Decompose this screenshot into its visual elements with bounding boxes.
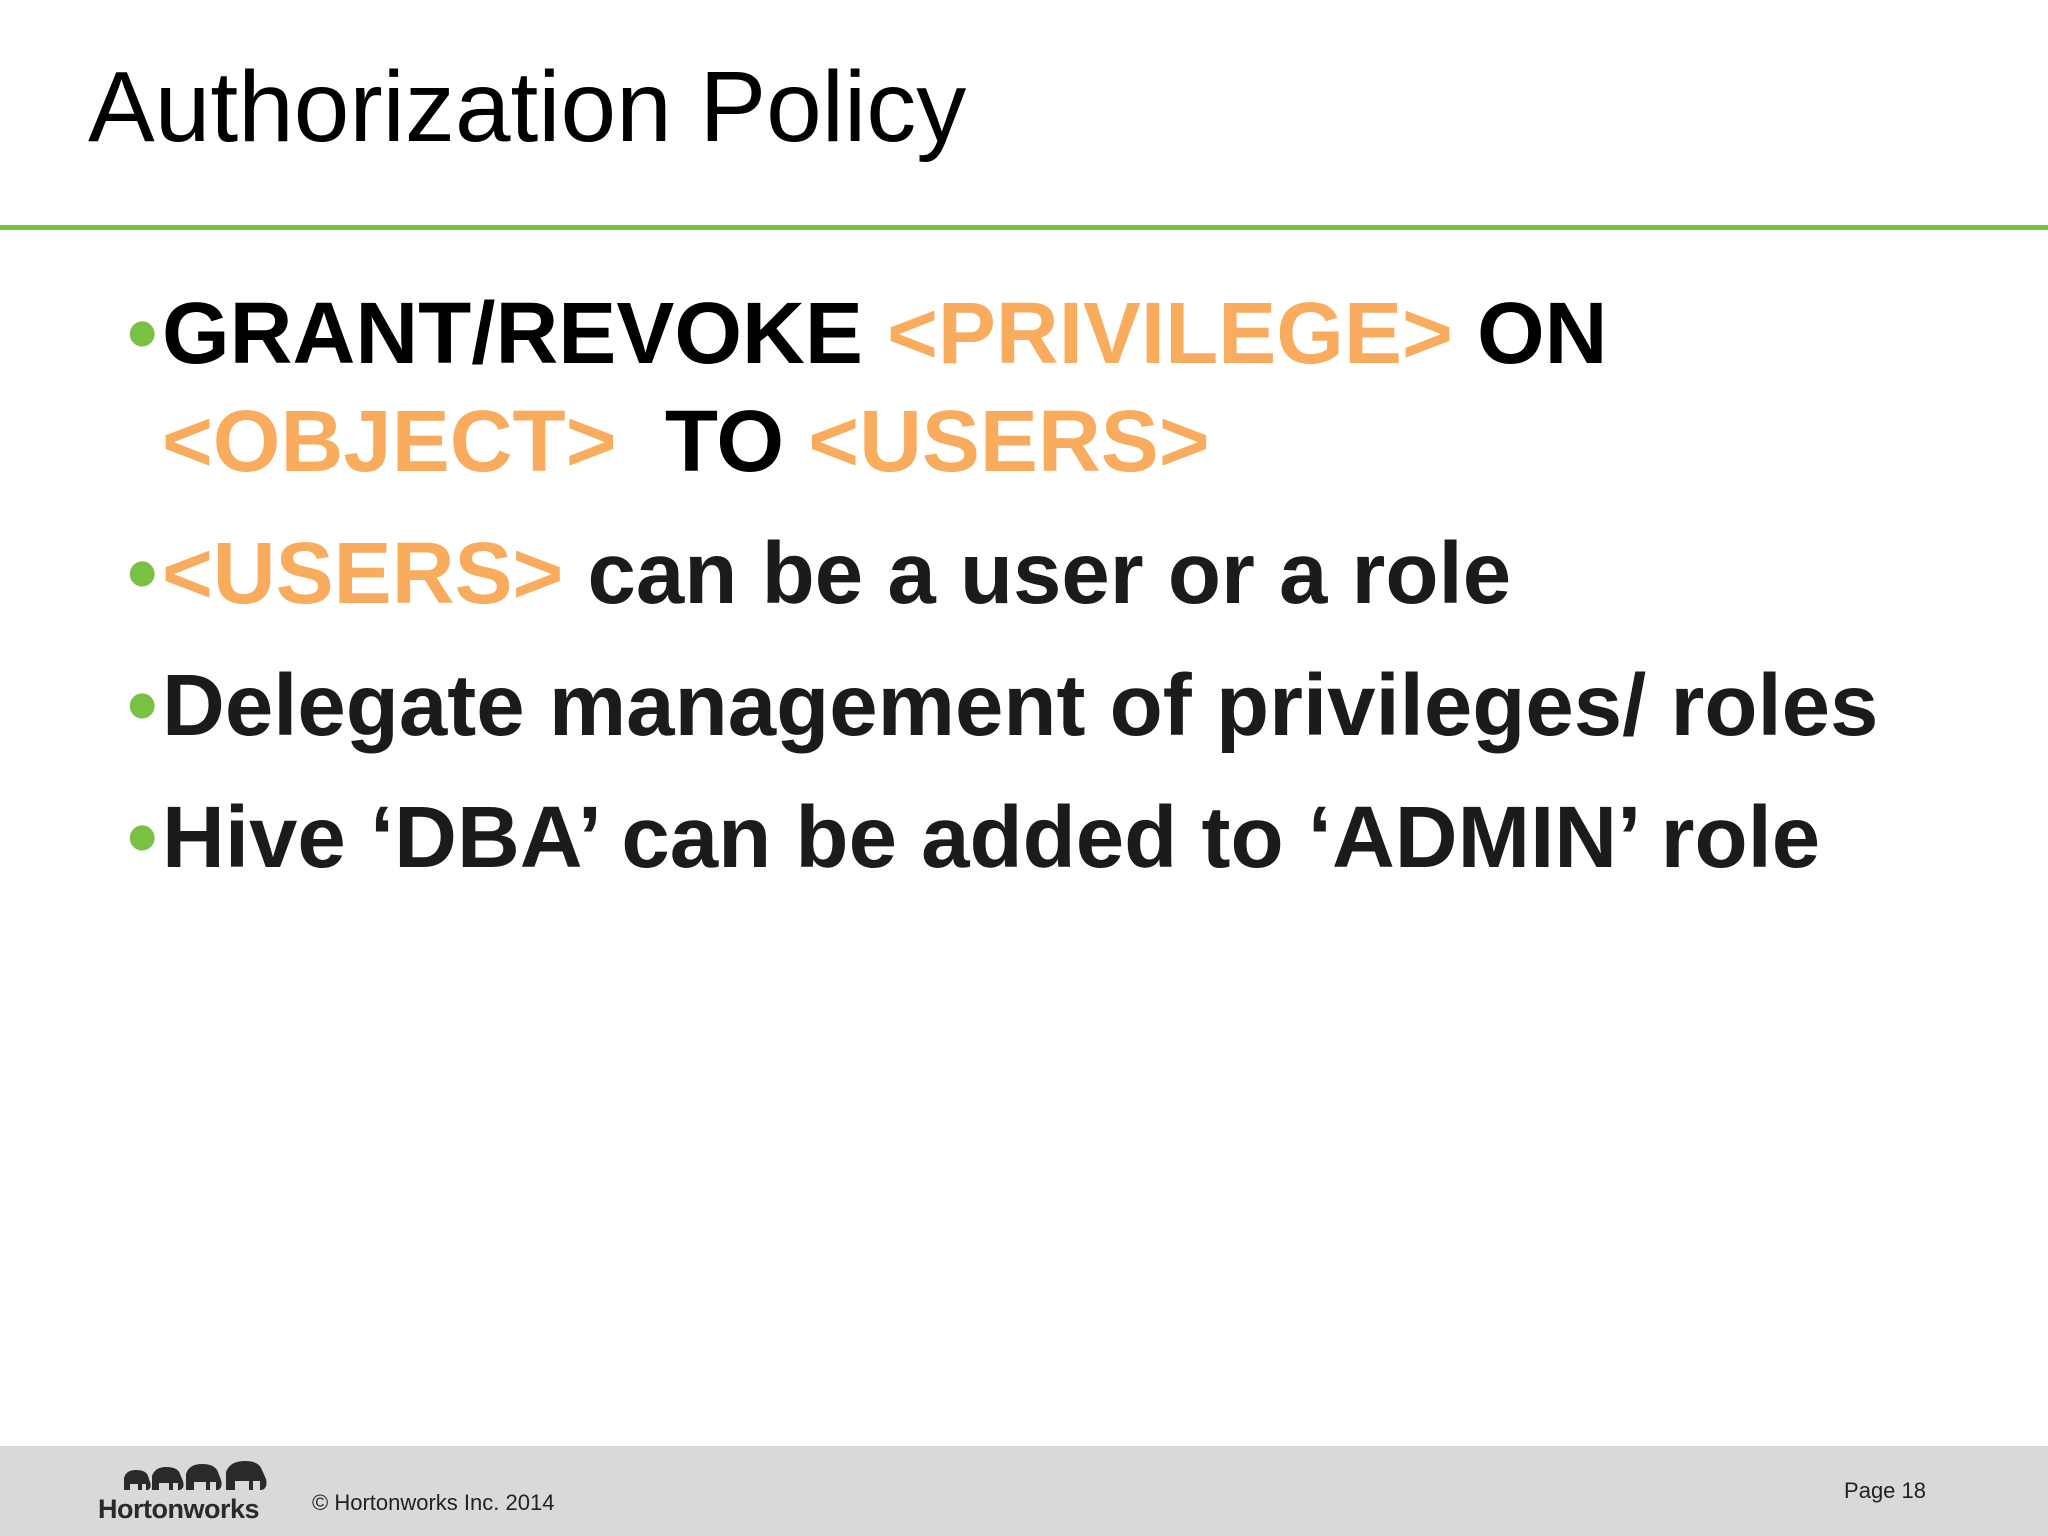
bullet-dot-icon: • [127,525,158,622]
bullet-dot-icon: • [127,657,158,754]
bullet-text-segment: ON [1452,285,1608,382]
bullet-text-segment: can be a user or a role [563,525,1512,622]
bullet-item-hive-dba [125,784,1965,892]
bullet-item-grant-revoke [125,280,1965,496]
logo-wordmark: Hortonworks [98,1494,260,1524]
page-number: Page 18 [1844,1478,1926,1503]
bullet-highlight-segment: <PRIVILEGE> [887,285,1453,382]
hortonworks-logo [98,1460,268,1530]
bullet-item-users [125,520,1965,628]
copyright-text: © Hortonworks Inc. 2014 [312,1490,555,1515]
title-divider [0,225,2048,230]
bullet-highlight-segment: <OBJECT> [162,393,617,490]
slide-title: Authorization Policy [88,51,967,163]
bullet-highlight-segment: <USERS> [162,525,564,622]
slide-footer [0,1446,2048,1536]
bullet-text-segment: GRANT/REVOKE [162,285,888,382]
bullet-text-segment: Hive ‘DBA’ can be added to ‘ADMIN’ role [162,789,1821,886]
bullet-dot-icon: • [127,285,158,382]
bullet-text-segment: TO [616,393,809,490]
bullet-item-delegate [125,652,1965,760]
bullet-highlight-segment: <USERS> [808,393,1210,490]
bullet-list [125,280,1965,916]
bullet-dot-icon: • [127,789,158,886]
bullet-text-segment: Delegate management of privileges/ roles [162,657,1879,754]
